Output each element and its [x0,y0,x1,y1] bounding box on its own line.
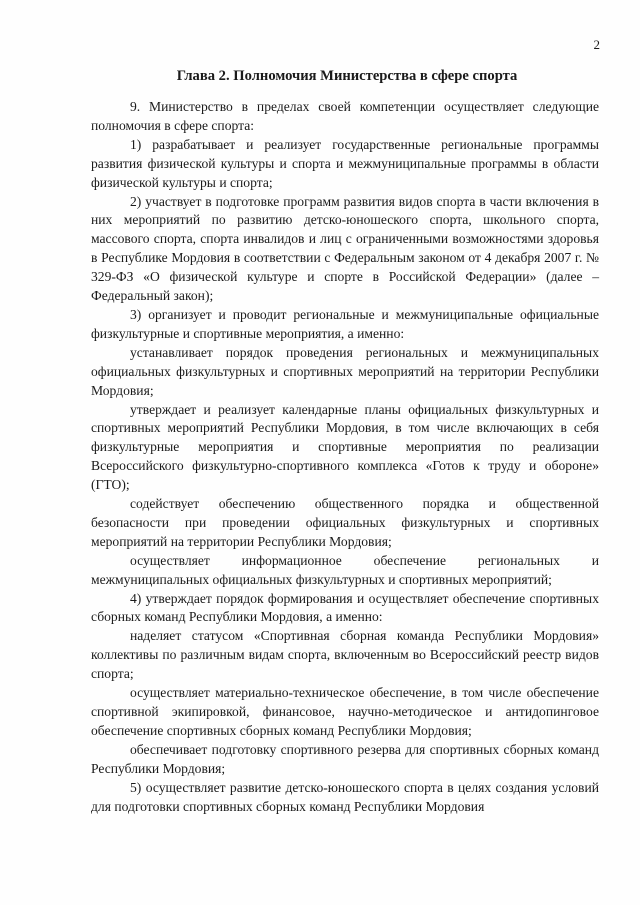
paragraph-item-2: 2) участвует в подготовке программ развития видов спорта в части включения в них мероприятий по развитию детско-юношеского спорта, школьного спорта, массового спорта, спорта инвалидов и лиц с ограниченными возможностями здоровья в Республике Мордовия в соответствии с Федеральным законом от 4 декабря 2007 г. № 329-ФЗ «О физической культуре и спорте в Российской Федерации» (далее – Федеральный закон); [91,193,599,304]
page-number: 2 [593,37,600,52]
paragraph-item-3-sub-1: устанавливает порядок проведения региональных и межмуниципальных официальных физкультурных и спортивных мероприятий на территории Республики Мордовия; [91,344,599,398]
paragraph-9-intro: 9. Министерство в пределах своей компетенции осуществляет следующие полномочия в сфере спорта: [91,99,599,133]
paragraph-item-4: 4) утверждает порядок формирования и осуществляет обеспечение спортивных сборных команд Республики Мордовия, а именно: [91,590,599,625]
paragraph-item-4-sub-1: наделяет статусом «Спортивная сборная команда Республики Мордовия» коллективы по различным видам спорта, включенным во Всероссийский реестр видов спорта; [91,628,599,682]
document-body [91,98,599,816]
paragraph-item-1: 1) разрабатывает и реализует государственные региональные программы развития физической культуры и спорта и межмуниципальные программы в области физической культуры и спорта; [91,136,599,190]
paragraph-item-3-sub-4: осуществляет информационное обеспечение региональных и межмуниципальных официальных физкультурных и спортивных мероприятий; [91,552,599,587]
paragraph-item-3-sub-2: утверждает и реализует календарные планы официальных физкультурных и спортивных мероприятий Республики Мордовия, в том числе включающих в себя физкультурные мероприятия и спортивные мероприятия по реализации Всероссийского физкультурно-спортивного комплекса «Готов к труду и обороне» (ГТО); [91,401,599,493]
paragraph-item-3: 3) организует и проводит региональные и межмуниципальные официальные физкультурные и спортивные мероприятия, а именно: [91,306,599,341]
paragraph-item-4-sub-3: обеспечивает подготовку спортивного резерва для спортивных сборных команд Республики Мордовия; [91,741,599,776]
chapter-title: Глава 2. Полномочия Министерства в сфере спорта [176,68,518,84]
paragraph-item-4-sub-2: осуществляет материально-техническое обеспечение, в том числе обеспечение спортивной экипировкой, финансовое, научно-методическое и антидопинговое обеспечение спортивных сборных команд Республики Мордовия; [91,685,599,738]
paragraph-item-5: 5) осуществляет развитие детско-юношеского спорта в целях создания условий для подготовки спортивных сборных команд Республики Мордовия [91,779,599,814]
paragraph-item-3-sub-3: содействует обеспечению общественного порядка и общественной безопасности при проведении официальных физкультурных и спортивных мероприятий на территории Республики Мордовия; [91,496,599,549]
